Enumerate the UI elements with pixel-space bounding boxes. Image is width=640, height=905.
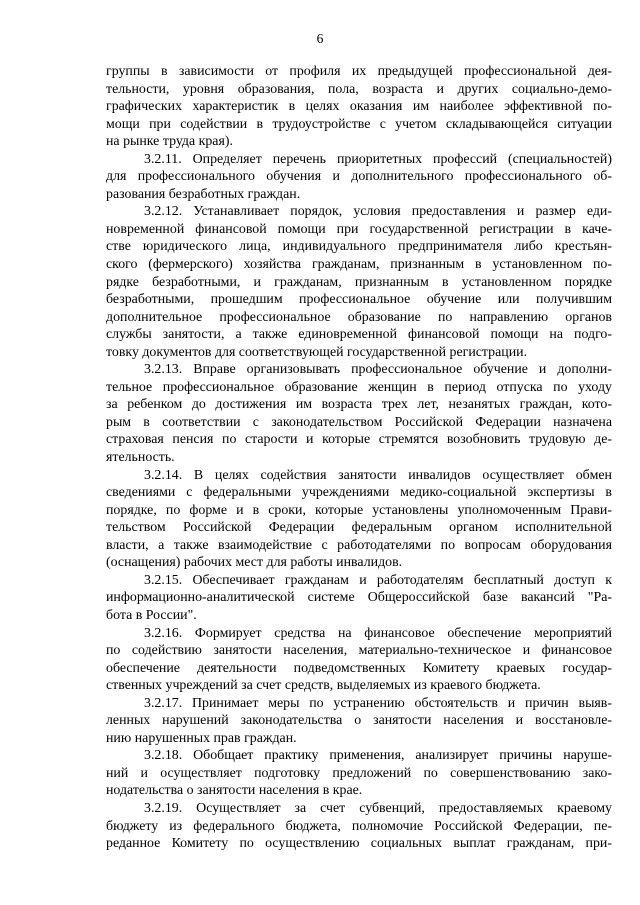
paragraph-line: информационно-аналитической системе Общероссийской базе вакансий "Ра- (106, 590, 612, 606)
paragraph-line: ний и осуществляет подготовку предложений по совершенствованию зако- (106, 765, 612, 781)
paragraph (106, 63, 612, 151)
paragraph-line: новременной финансовой помощи при государственной регистрации в каче- (106, 221, 612, 237)
paragraph-line: (оснащения) рабочих мест для работы инвалидов. (106, 555, 403, 571)
paragraph-line: ственных учреждений за счет средств, выделяемых из краевого бюджета. (106, 678, 541, 694)
paragraph-line: рядке безработными, и гражданам, признанным в установленном порядке (106, 274, 612, 290)
paragraph-line: страховая пенсия по старости и которые стремятся возобновить трудовую де- (106, 432, 612, 448)
paragraph-line: тельное профессиональное образование женщин в период отпуска по уходу (106, 379, 612, 395)
paragraph-line: товку документов для соответствующей государственной регистрации. (106, 344, 528, 360)
paragraph-line: ского (фермерского) хозяйства гражданам, признанным в установленном по- (106, 257, 612, 273)
paragraph-line: за ребенком до достижения им возраста трех лет, незанятых граждан, кото- (106, 397, 612, 413)
paragraph-line: нодательства о занятости населения в крае. (106, 783, 363, 799)
paragraph-line: ятельность. (106, 450, 175, 466)
paragraph-line: стве юридического лица, индивидуального предпринимателя либо крестьян- (106, 239, 612, 255)
paragraph-line: рым в соответствии с законодательством Российской Федерации назначена (106, 414, 612, 430)
paragraph-line: бюджету из федерального бюджета, полномочие Российской Федерации, пе- (106, 818, 612, 834)
paragraph (106, 151, 612, 204)
paragraph-line: разования безработных граждан. (106, 186, 301, 202)
paragraph-line: тельности, уровня образования, пола, возраста и других социально-демо- (106, 81, 612, 97)
paragraph (106, 203, 612, 361)
paragraph-line: группы в зависимости от профиля их предыдущей профессиональной дея- (106, 64, 612, 79)
paragraph-line: ленных нарушений законодательства о занятости населения и восстановле- (106, 713, 612, 729)
paragraph-line: дополнительное профессиональное образование по направлению органов (106, 309, 612, 325)
paragraph-line: 3.2.15. Обеспечивает гражданам и работодателям бесплатный доступ к (144, 572, 612, 588)
paragraph (106, 625, 612, 695)
paragraph-line: 3.2.18. Обобщает практику применения, анализирует причины наруше- (144, 748, 612, 764)
paragraph-line: обеспечение деятельности подведомственных Комитету краевых государ- (106, 660, 612, 676)
paragraph-line: власти, а также взаимодействие с работодателями по вопросам оборудования (106, 537, 612, 553)
paragraph-line: порядке, по форме и в сроки, которые установлены уполномоченным Прави- (106, 502, 612, 518)
page-number: 6 (316, 31, 324, 46)
paragraph-line: нию нарушенных прав граждан. (106, 730, 297, 746)
paragraph (106, 361, 612, 466)
paragraph-line: по содействию занятости населения, материально-техническое и финансовое (106, 643, 612, 659)
document-body (106, 63, 612, 853)
paragraph (106, 800, 612, 853)
paragraph (106, 747, 612, 800)
paragraph (106, 467, 612, 572)
paragraph-line: для профессионального обучения и дополнительного профессионального об- (106, 169, 612, 185)
paragraph-line: 3.2.16. Формирует средства на финансовое обеспечение мероприятий (144, 625, 612, 641)
paragraph-line: службы занятости, а также единовременной финансовой помощи на подго- (106, 327, 612, 343)
paragraph-line: безработными, прошедшим профессиональное обучение или получившим (106, 292, 612, 308)
paragraph-line: графических характеристик в целях оказания им наиболее эффективной по- (106, 99, 612, 115)
paragraph (106, 572, 612, 625)
paragraph-line: на рынке труда края). (106, 134, 233, 150)
paragraph-line: 3.2.19. Осуществляет за счет субвенций, предоставляемых краевому (144, 800, 612, 816)
paragraph-line: тельством Российской Федерации федеральным органом исполнительной (106, 520, 612, 536)
paragraph-line: 3.2.12. Устанавливает порядок, условия предоставления и размер еди- (144, 204, 612, 220)
paragraph-line: мощи при содействии в трудоустройстве с учетом складывающейся ситуации (106, 116, 612, 132)
paragraph-line: реданное Комитету по осуществлению социальных выплат гражданам, при- (106, 836, 612, 852)
paragraph-line: бота в России". (106, 607, 197, 623)
paragraph-line: 3.2.11. Определяет перечень приоритетных профессий (специальностей) (144, 151, 612, 167)
paragraph (106, 695, 612, 748)
paragraph-line: 3.2.14. В целях содействия занятости инвалидов осуществляет обмен (144, 467, 612, 483)
paragraph-line: 3.2.17. Принимает меры по устранению обстоятельств и причин выяв- (144, 695, 612, 711)
paragraph-line: сведениями с федеральными учреждениями медико-социальной экспертизы в (106, 485, 612, 501)
paragraph-line: 3.2.13. Вправе организовывать профессиональное обучение и дополни- (144, 362, 612, 378)
